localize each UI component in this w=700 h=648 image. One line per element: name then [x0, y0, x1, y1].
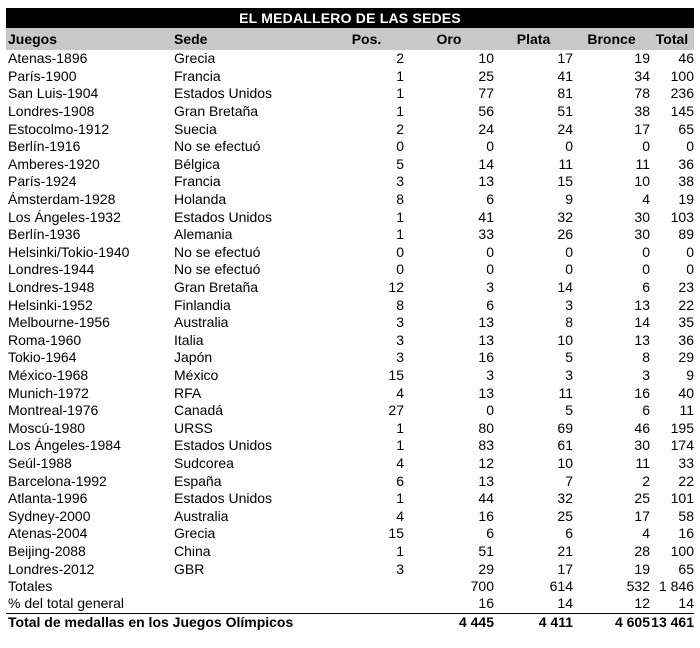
cell-pos: 1	[396, 226, 404, 243]
cell-plata: 8	[565, 314, 573, 331]
table-row	[6, 50, 694, 68]
porcentaje-label: % del total general	[8, 595, 124, 612]
cell-sede: No se efectuó	[174, 138, 261, 155]
cell-pos: 2	[396, 50, 404, 67]
cell-total: 0	[686, 138, 694, 155]
table-row	[6, 332, 694, 350]
table-row	[6, 349, 694, 367]
cell-sede: Francia	[174, 173, 221, 190]
table-row	[6, 419, 694, 437]
cell-total: 33	[678, 454, 694, 471]
cell-oro: 16	[478, 507, 494, 524]
header-row	[6, 28, 694, 50]
cell-plata: 10	[557, 454, 573, 471]
cell-oro: 0	[486, 261, 494, 278]
cell-juegos: Londres-2012	[8, 560, 95, 577]
cell-bronce: 38	[634, 103, 650, 120]
cell-plata: 5	[565, 402, 573, 419]
header-bronce: Bronce	[587, 31, 636, 47]
totales-empty-sede	[174, 578, 329, 596]
cell-pos: 1	[396, 103, 404, 120]
cell-bronce: 0	[642, 261, 650, 278]
cell-sede: RFA	[174, 384, 202, 401]
table-row	[6, 279, 694, 297]
cell-total: 9	[686, 366, 694, 383]
table-row	[6, 138, 694, 156]
header-juegos: Juegos	[8, 31, 58, 47]
table-row	[6, 384, 694, 402]
cell-pos: 4	[396, 454, 404, 471]
table-row	[6, 367, 694, 385]
cell-juegos: Los Ángeles-1984	[8, 437, 121, 454]
table-row	[6, 455, 694, 473]
cell-bronce: 28	[634, 542, 650, 559]
cell-bronce: 13	[634, 296, 650, 313]
cell-juegos: San Luis-1904	[8, 85, 99, 102]
cell-sede: Estados Unidos	[174, 437, 273, 454]
totales-label: Totales	[8, 578, 53, 595]
cell-plata: 61	[557, 437, 573, 454]
cell-pos: 1	[396, 208, 404, 225]
cell-juegos: Beijing-2088	[8, 542, 86, 559]
cell-juegos: Moscú-1980	[8, 419, 86, 436]
cell-sede: Alemania	[174, 226, 233, 243]
cell-plata: 5	[565, 349, 573, 366]
cell-plata: 0	[565, 261, 573, 278]
cell-oro: 51	[478, 542, 494, 559]
header-plata: Plata	[516, 31, 551, 47]
cell-oro: 29	[478, 560, 494, 577]
cell-total: 0	[686, 261, 694, 278]
cell-plata: 6	[565, 525, 573, 542]
cell-bronce: 30	[634, 208, 650, 225]
cell-pos: 5	[396, 155, 404, 172]
cell-oro: 13	[478, 331, 494, 348]
cell-bronce: 17	[634, 120, 650, 137]
cell-oro: 12	[478, 454, 494, 471]
totales-plata: 614	[549, 578, 573, 595]
cell-bronce: 19	[634, 50, 650, 67]
cell-total: 35	[678, 314, 694, 331]
cell-juegos: Atenas-1896	[8, 50, 88, 67]
cell-plata: 0	[565, 138, 573, 155]
totales-total: 1 846	[658, 578, 694, 595]
totales-bronce: 532	[626, 578, 650, 595]
cell-pos: 15	[388, 366, 404, 383]
cell-pos: 1	[396, 85, 404, 102]
cell-plata: 14	[557, 279, 573, 296]
cell-bronce: 0	[642, 138, 650, 155]
cell-oro: 3	[486, 366, 494, 383]
cell-plata: 24	[557, 120, 573, 137]
cell-total: 22	[678, 296, 694, 313]
cell-bronce: 13	[634, 331, 650, 348]
table-row	[6, 173, 694, 191]
cell-sede: Gran Bretaña	[174, 103, 259, 120]
cell-plata: 41	[557, 67, 573, 84]
cell-total: 29	[678, 349, 694, 366]
cell-pos: 15	[388, 525, 404, 542]
medal-table-sheet	[6, 8, 694, 631]
cell-oro: 24	[478, 120, 494, 137]
table-row	[6, 68, 694, 86]
cell-oro: 6	[486, 296, 494, 313]
cell-pos: 0	[396, 243, 404, 260]
cell-oro: 44	[478, 490, 494, 507]
porcentaje-bronce: 12	[634, 595, 650, 612]
cell-juegos: Barcelona-1992	[8, 472, 107, 489]
cell-pos: 0	[396, 261, 404, 278]
cell-oro: 80	[478, 419, 494, 436]
cell-bronce: 19	[634, 560, 650, 577]
cell-sede: Japón	[174, 349, 213, 366]
cell-pos: 2	[396, 120, 404, 137]
cell-bronce: 2	[642, 472, 650, 489]
totales-oro: 700	[470, 578, 494, 595]
cell-plata: 51	[557, 103, 573, 120]
cell-bronce: 0	[642, 243, 650, 260]
cell-plata: 17	[557, 560, 573, 577]
header-oro: Oro	[436, 31, 462, 47]
cell-plata: 26	[557, 226, 573, 243]
porcentaje-oro: 16	[478, 595, 494, 612]
cell-plata: 69	[557, 419, 573, 436]
cell-bronce: 6	[642, 402, 650, 419]
cell-total: 19	[678, 191, 694, 208]
cell-bronce: 16	[634, 384, 650, 401]
cell-sede: China	[174, 542, 211, 559]
porcentaje-total: 14	[678, 595, 694, 612]
cell-oro: 77	[478, 85, 494, 102]
cell-total: 38	[678, 173, 694, 190]
cell-sede: Sudcorea	[174, 454, 234, 471]
cell-plata: 11	[558, 384, 573, 401]
cell-plata: 0	[565, 243, 573, 260]
cell-bronce: 3	[642, 366, 650, 383]
cell-bronce: 6	[642, 279, 650, 296]
cell-sede: No se efectuó	[174, 243, 261, 260]
total-general-bronce: 4 605	[573, 613, 650, 631]
cell-juegos: París-1900	[8, 67, 77, 84]
cell-oro: 13	[478, 472, 494, 489]
cell-total: 46	[678, 50, 694, 67]
table-row	[6, 244, 694, 262]
total-general-total: 13 461	[651, 613, 694, 630]
total-general-row	[6, 613, 694, 631]
cell-plata: 7	[565, 472, 573, 489]
cell-total: 89	[678, 226, 694, 243]
table-row	[6, 560, 694, 578]
cell-sede: Estados Unidos	[174, 85, 273, 102]
cell-pos: 0	[396, 138, 404, 155]
cell-sede: Francia	[174, 67, 221, 84]
table-row	[6, 85, 694, 103]
cell-juegos: Amberes-1920	[8, 155, 100, 172]
cell-total: 36	[678, 331, 694, 348]
cell-juegos: Berlín-1916	[8, 138, 81, 155]
cell-juegos: Sydney-2000	[8, 507, 91, 524]
cell-plata: 9	[565, 191, 573, 208]
table-row	[6, 543, 694, 561]
table-row	[6, 314, 694, 332]
cell-bronce: 78	[634, 85, 650, 102]
cell-pos: 1	[396, 437, 404, 454]
cell-bronce: 14	[634, 314, 650, 331]
cell-bronce: 30	[634, 226, 650, 243]
cell-juegos: Atenas-2004	[8, 525, 88, 542]
cell-plata: 3	[565, 366, 573, 383]
porcentaje-row	[6, 595, 694, 613]
cell-plata: 81	[557, 85, 573, 102]
total-general-label: Total de medallas en los Juegos Olímpicos	[6, 613, 404, 631]
cell-total: 23	[678, 279, 694, 296]
cell-oro: 6	[486, 191, 494, 208]
cell-oro: 6	[486, 525, 494, 542]
cell-total: 36	[678, 155, 694, 172]
cell-juegos: Estocolmo-1912	[8, 120, 110, 137]
table-row	[6, 490, 694, 508]
cell-pos: 3	[396, 560, 404, 577]
cell-pos: 4	[396, 507, 404, 524]
cell-total: 65	[678, 560, 694, 577]
cell-sede: Italia	[174, 331, 204, 348]
cell-sede: Gran Bretaña	[174, 279, 259, 296]
cell-sede: Australia	[174, 507, 229, 524]
cell-juegos: Montreal-1976	[8, 402, 99, 419]
cell-bronce: 30	[634, 437, 650, 454]
cell-plata: 21	[557, 542, 573, 559]
cell-total: 40	[678, 384, 694, 401]
cell-plata: 32	[557, 208, 573, 225]
table-row	[6, 437, 694, 455]
cell-sede: GBR	[174, 560, 205, 577]
cell-total: 65	[678, 120, 694, 137]
cell-total: 58	[678, 507, 694, 524]
cell-oro: 0	[486, 138, 494, 155]
cell-juegos: Tokio-1964	[8, 349, 77, 366]
cell-total: 16	[678, 525, 694, 542]
cell-juegos: Londres-1944	[8, 261, 95, 278]
cell-juegos: Helsinki-1952	[8, 296, 93, 313]
cell-juegos: Londres-1948	[8, 279, 95, 296]
cell-total: 195	[670, 419, 694, 436]
header-sede: Sede	[174, 31, 208, 47]
cell-bronce: 10	[634, 173, 650, 190]
porcentaje-plata: 14	[557, 595, 573, 612]
cell-pos: 8	[396, 296, 404, 313]
table-row	[6, 103, 694, 121]
cell-oro: 56	[478, 103, 494, 120]
cell-plata: 10	[557, 331, 573, 348]
cell-plata: 11	[558, 155, 573, 172]
cell-bronce: 11	[635, 155, 650, 172]
cell-bronce: 17	[634, 507, 650, 524]
cell-oro: 13	[478, 384, 494, 401]
cell-plata: 17	[557, 50, 573, 67]
cell-pos: 1	[396, 490, 404, 507]
cell-sede: Finlandia	[174, 296, 231, 313]
totales-empty-pos	[329, 578, 404, 596]
table-row	[6, 296, 694, 314]
medal-table	[6, 28, 694, 631]
table-row	[6, 156, 694, 174]
table-row	[6, 402, 694, 420]
cell-juegos: Ámsterdam-1928	[8, 191, 116, 208]
header-total: Total	[655, 31, 689, 47]
cell-sede: Bélgica	[174, 155, 220, 172]
cell-pos: 3	[396, 314, 404, 331]
cell-sede: Suecia	[174, 120, 217, 137]
cell-oro: 25	[478, 67, 494, 84]
cell-plata: 32	[557, 490, 573, 507]
cell-sede: México	[174, 366, 219, 383]
cell-sede: Canadá	[174, 402, 224, 419]
cell-pos: 3	[396, 349, 404, 366]
cell-total: 101	[670, 490, 694, 507]
total-general-plata: 4 411	[494, 613, 573, 631]
cell-juegos: Seúl-1988	[8, 454, 72, 471]
table-row	[6, 507, 694, 525]
cell-pos: 3	[396, 331, 404, 348]
cell-sede: Holanda	[174, 191, 227, 208]
cell-pos: 27	[388, 402, 404, 419]
porcentaje-empty-pos	[329, 595, 404, 613]
cell-total: 0	[686, 243, 694, 260]
table-row	[6, 208, 694, 226]
cell-juegos: Londres-1908	[8, 103, 95, 120]
cell-plata: 3	[565, 296, 573, 313]
cell-total: 236	[670, 85, 694, 102]
cell-pos: 12	[388, 279, 404, 296]
cell-oro: 0	[486, 402, 494, 419]
cell-juegos: Roma-1960	[8, 331, 82, 348]
table-row	[6, 226, 694, 244]
cell-total: 103	[670, 208, 694, 225]
cell-juegos: Berlín-1936	[8, 226, 81, 243]
cell-oro: 14	[478, 155, 494, 172]
cell-juegos: Melbourne-1956	[8, 314, 110, 331]
cell-sede: España	[174, 472, 222, 489]
cell-juegos: Los Ángeles-1932	[8, 208, 121, 225]
cell-pos: 1	[396, 419, 404, 436]
totales-row	[6, 578, 694, 596]
cell-juegos: París-1924	[8, 173, 77, 190]
table-row	[6, 525, 694, 543]
cell-oro: 16	[478, 349, 494, 366]
cell-juegos: Munich-1972	[8, 384, 89, 401]
table-footer	[6, 578, 694, 631]
cell-sede: Grecia	[174, 50, 216, 67]
cell-bronce: 34	[634, 67, 650, 84]
cell-juegos: México-1968	[8, 366, 89, 383]
cell-bronce: 46	[634, 419, 650, 436]
cell-total: 145	[670, 103, 694, 120]
cell-oro: 41	[478, 208, 494, 225]
cell-pos: 4	[396, 384, 404, 401]
table-row	[6, 261, 694, 279]
cell-plata: 15	[557, 173, 573, 190]
cell-sede: Estados Unidos	[174, 490, 273, 507]
cell-pos: 1	[396, 67, 404, 84]
total-general-oro: 4 445	[404, 613, 494, 631]
cell-total: 100	[670, 67, 694, 84]
cell-juegos: Helsinki/Tokio-1940	[8, 243, 130, 260]
cell-oro: 83	[478, 437, 494, 454]
cell-bronce: 4	[642, 525, 650, 542]
table-body	[6, 50, 694, 578]
cell-pos: 6	[396, 472, 404, 489]
cell-pos: 1	[396, 542, 404, 559]
table-title: EL MEDALLERO DE LAS SEDES	[6, 8, 694, 28]
cell-plata: 25	[557, 507, 573, 524]
cell-bronce: 4	[642, 191, 650, 208]
cell-total: 11	[679, 402, 694, 419]
cell-total: 22	[678, 472, 694, 489]
cell-oro: 13	[478, 314, 494, 331]
table-row	[6, 191, 694, 209]
cell-sede: Estados Unidos	[174, 208, 273, 225]
table-row	[6, 472, 694, 490]
cell-bronce: 8	[642, 349, 650, 366]
cell-sede: No se efectuó	[174, 261, 261, 278]
cell-sede: Grecia	[174, 525, 216, 542]
cell-oro: 0	[486, 243, 494, 260]
cell-oro: 10	[478, 50, 494, 67]
cell-juegos: Atlanta-1996	[8, 490, 88, 507]
header-pos: Pos.	[351, 31, 382, 47]
cell-bronce: 11	[635, 454, 650, 471]
cell-oro: 3	[486, 279, 494, 296]
cell-oro: 33	[478, 226, 494, 243]
cell-total: 174	[670, 437, 694, 454]
cell-sede: URSS	[174, 419, 213, 436]
cell-sede: Australia	[174, 314, 229, 331]
cell-bronce: 25	[634, 490, 650, 507]
cell-total: 100	[670, 542, 694, 559]
cell-oro: 13	[478, 173, 494, 190]
table-row	[6, 120, 694, 138]
cell-pos: 8	[396, 191, 404, 208]
cell-pos: 3	[396, 173, 404, 190]
